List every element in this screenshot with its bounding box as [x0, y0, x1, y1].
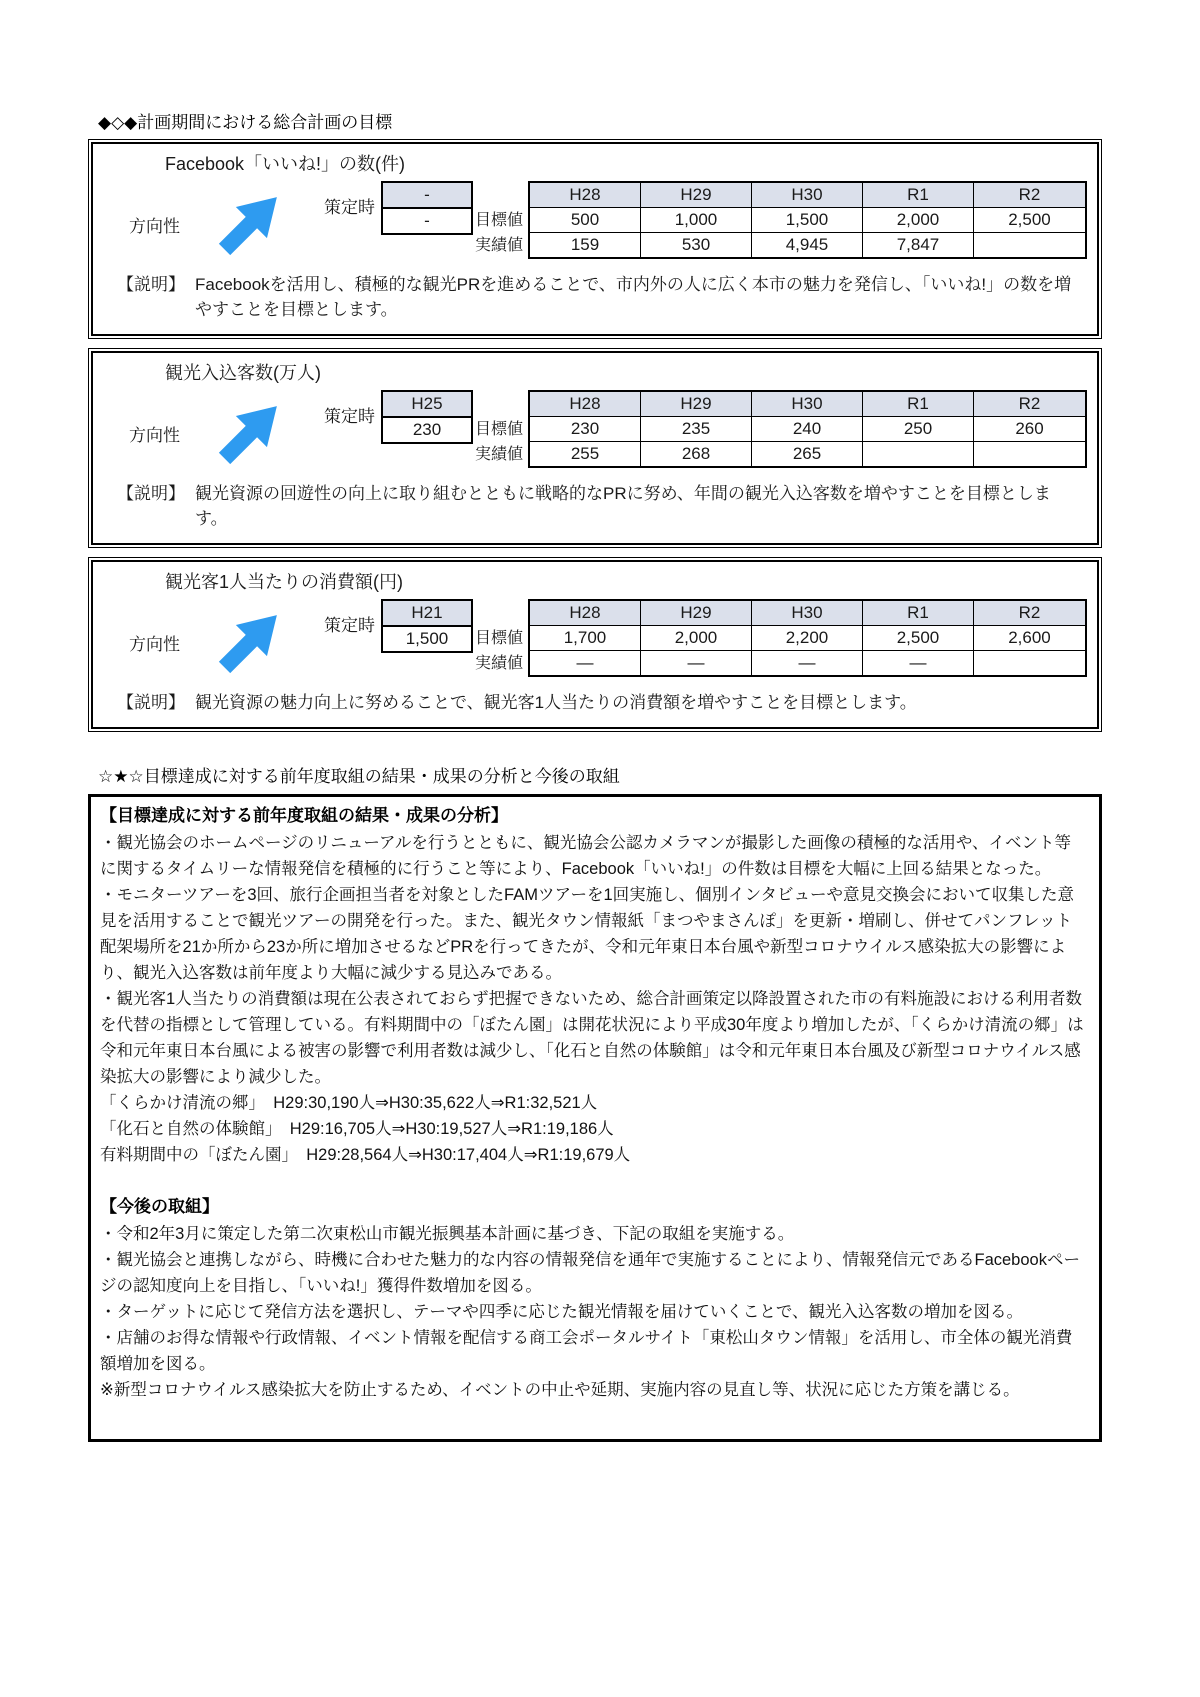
result-figures-line: 「くらかけ清流の郷」 H29:30,190人⇒H30:35,622人⇒R1:32,521人 — [100, 1094, 598, 1112]
indicator-box-inner — [91, 560, 1099, 729]
future-actions-title: 【今後の取組】 — [100, 1197, 219, 1216]
indicator-box-inner — [91, 351, 1099, 545]
year-header-cell: R2 — [974, 392, 1085, 417]
description-label: 【説明】 — [117, 275, 185, 294]
document-content — [88, 112, 1102, 1442]
row-label-empty — [473, 183, 528, 208]
future-paragraph: ※新型コロナウイルス感染拡大を防止するため、イベントの中止や延期、実施内容の見直し等、状況に応じた方策を講じる。 — [100, 1381, 1020, 1399]
target-value-cell: 1,000 — [641, 208, 752, 233]
baseline-value-cell: 230 — [412, 420, 442, 439]
future-paragraph: ・令和2年3月に策定した第二次東松山市観光振興基本計画に基づき、下記の取組を実施する。 — [100, 1225, 795, 1243]
values-table — [528, 599, 1087, 677]
baseline-year-cell: H21 — [383, 601, 471, 627]
target-value-cell: 500 — [530, 208, 641, 233]
direction-label: 方向性 — [129, 634, 180, 654]
description-label: 【説明】 — [117, 484, 185, 503]
actual-value-cell: ― — [863, 651, 974, 675]
baseline-table — [381, 599, 473, 653]
row-label-actual: 実績値 — [474, 655, 523, 672]
trend-up-arrow-icon — [204, 400, 296, 466]
actual-value-cell: 159 — [530, 233, 641, 257]
year-header-cell: H30 — [752, 392, 863, 417]
row-label-target: 目標値 — [474, 630, 523, 647]
year-header-cell: R1 — [863, 183, 974, 208]
baseline-value-cell: 1,500 — [405, 629, 449, 648]
target-value-cell: 2,500 — [974, 208, 1085, 233]
indicator-title: 観光客1人当たりの消費額(円) — [165, 572, 403, 592]
target-value-cell: 2,000 — [863, 208, 974, 233]
indicator-description — [117, 272, 1087, 322]
year-header-cell: H30 — [752, 183, 863, 208]
direction-label: 方向性 — [129, 216, 180, 236]
actual-value-cell: 4,945 — [752, 233, 863, 257]
actual-value-cell: 530 — [641, 233, 752, 257]
year-header-cell: R2 — [974, 601, 1085, 626]
year-header-cell: H29 — [641, 601, 752, 626]
target-value-cell: 2,600 — [974, 626, 1085, 651]
indicator-description — [117, 690, 1087, 715]
indicator-description — [117, 481, 1087, 531]
row-label-empty — [473, 392, 528, 417]
direction-label: 方向性 — [129, 425, 180, 445]
indicator-body — [103, 179, 1087, 259]
direction-group — [129, 400, 296, 466]
analysis-heading: ☆★☆目標達成に対する前年度取組の結果・成果の分析と今後の取組 — [98, 767, 620, 786]
description-text: 観光資源の回遊性の向上に取り組むとともに戦略的なPRに努め、年間の観光入込客数を増やすことを目標とします。 — [195, 484, 1051, 528]
target-value-cell: 2,000 — [641, 626, 752, 651]
indicator-title: Facebook「いいね!」の数(件) — [165, 154, 406, 174]
values-table-group — [473, 599, 1087, 677]
baseline-table — [381, 390, 473, 444]
actual-value-cell: 268 — [641, 442, 752, 466]
baseline-table — [381, 181, 473, 235]
actual-value-cell — [974, 651, 1085, 675]
row-label-target: 目標値 — [474, 421, 523, 438]
year-header-cell: H29 — [641, 183, 752, 208]
description-text: Facebookを活用し、積極的な観光PRを進めることで、市内外の人に広く本市の魅力を発信し、「いいね!」の数を増やすことを目標とします。 — [195, 275, 1072, 319]
row-labels — [473, 390, 528, 468]
result-paragraph: ・観光客1人当たりの消費額は現在公表されておらず把握できないため、総合計画策定以降設置された市の有料施設における利用者数を代替の指標として管理している。有料期間中の「ぼたん園」は開花状況により平成30年度より増加したが、「くらかけ清流の郷」は令和元年東日本台風による被害の影響で利用者数は減少し、「化石と自然の体験館」は令和元年東日本台風及び新型コロナウイルス感染拡大の影響により減少した。 — [100, 990, 1084, 1086]
baseline-label: 策定時 — [324, 616, 375, 635]
year-header-cell: R2 — [974, 183, 1085, 208]
description-text: 観光資源の魅力向上に努めることで、観光客1人当たりの消費額を増やすことを目標とします。 — [195, 693, 917, 712]
target-value-cell: 2,500 — [863, 626, 974, 651]
actual-value-cell: 7,847 — [863, 233, 974, 257]
indicator-body — [103, 597, 1087, 677]
year-header-cell: R1 — [863, 601, 974, 626]
values-table — [528, 181, 1087, 259]
result-paragraph: ・モニターツアーを3回、旅行企画担当者を対象としたFAMツアーを1回実施し、個別インタビューや意見交換会において収集した意見を活用することで観光ツアーの開発を行った。また、観光タウン情報紙「まつやまさんぽ」を更新・増刷し、併せてパンフレット配架場所を21か所から23か所に増加させるなどPRを行ってきたが、令和元年東日本台風や新型コロナウイルス感染拡大の影響により、観光入込客数は前年度より大幅に減少する見込みである。 — [100, 886, 1074, 982]
direction-group — [129, 609, 296, 675]
baseline-label: 策定時 — [324, 198, 375, 217]
values-table — [528, 390, 1087, 468]
target-value-cell: 230 — [530, 417, 641, 442]
year-header-cell: H28 — [530, 601, 641, 626]
row-label-empty — [473, 601, 528, 626]
row-label-actual: 実績値 — [474, 446, 523, 463]
indicator-box-inner — [91, 142, 1099, 336]
analysis-box — [88, 794, 1102, 1442]
description-label: 【説明】 — [117, 693, 185, 712]
target-value-cell: 250 — [863, 417, 974, 442]
indicator-box-visitor-count — [88, 348, 1102, 548]
target-value-cell: 2,200 — [752, 626, 863, 651]
row-label-actual: 実績値 — [474, 237, 523, 254]
row-labels — [473, 181, 528, 259]
target-value-cell: 1,500 — [752, 208, 863, 233]
year-header-cell: H29 — [641, 392, 752, 417]
year-header-cell: H28 — [530, 392, 641, 417]
result-figures-line: 有料期間中の「ぼたん園」 H29:28,564人⇒H30:17,404人⇒R1:19,679人 — [100, 1146, 631, 1164]
year-header-cell: R1 — [863, 392, 974, 417]
actual-value-cell: ― — [752, 651, 863, 675]
actual-value-cell — [863, 442, 974, 466]
actual-value-cell: ― — [641, 651, 752, 675]
indicator-body — [103, 388, 1087, 468]
row-label-target: 目標値 — [474, 212, 523, 229]
actual-value-cell: 265 — [752, 442, 863, 466]
actual-value-cell — [974, 233, 1085, 257]
values-table-group — [473, 390, 1087, 468]
future-paragraph: ・観光協会と連携しながら、時機に合わせた魅力的な内容の情報発信を通年で実施することにより、情報発信元であるFacebookページの認知度向上を目指し、「いいね!」獲得件数増加を図る。 — [100, 1251, 1080, 1295]
indicator-box-facebook-likes — [88, 139, 1102, 339]
trend-up-arrow-icon — [204, 191, 296, 257]
future-paragraph: ・ターゲットに応じて発信方法を選択し、テーマや四季に応じた観光情報を届けていくことで、観光入込客数の増加を図る。 — [100, 1303, 1024, 1321]
year-header-cell: H28 — [530, 183, 641, 208]
baseline-year-cell: H25 — [383, 392, 471, 418]
target-value-cell: 240 — [752, 417, 863, 442]
indicator-title: 観光入込客数(万人) — [165, 363, 321, 383]
direction-group — [129, 191, 296, 257]
target-value-cell: 260 — [974, 417, 1085, 442]
target-value-cell: 1,700 — [530, 626, 641, 651]
result-analysis-title: 【目標達成に対する前年度取組の結果・成果の分析】 — [100, 806, 508, 825]
baseline-value-cell: - — [424, 211, 430, 230]
values-table-group — [473, 181, 1087, 259]
goals-heading: ◆◇◆計画期間における総合計画の目標 — [98, 113, 393, 132]
baseline-label: 策定時 — [324, 407, 375, 426]
actual-value-cell: 255 — [530, 442, 641, 466]
result-paragraph: ・観光協会のホームページのリニューアルを行うとともに、観光協会公認カメラマンが撮影した画像の積極的な活用や、イベント等に関するタイムリーな情報発信を積極的に行うこと等により、Facebook「いいね!」の件数は目標を大幅に上回る結果となった。 — [100, 834, 1072, 878]
target-value-cell: 235 — [641, 417, 752, 442]
actual-value-cell — [974, 442, 1085, 466]
year-header-cell: H30 — [752, 601, 863, 626]
future-paragraph: ・店舗のお得な情報や行政情報、イベント情報を配信する商工会ポータルサイト「東松山タウン情報」を活用し、市全体の観光消費額増加を図る。 — [100, 1329, 1073, 1373]
indicator-box-spending-per-visitor — [88, 557, 1102, 732]
baseline-year-cell: - — [383, 183, 471, 209]
result-figures-line: 「化石と自然の体験館」 H29:16,705人⇒H30:19,527人⇒R1:19,186人 — [100, 1120, 614, 1138]
trend-up-arrow-icon — [204, 609, 296, 675]
row-labels — [473, 599, 528, 677]
actual-value-cell: ― — [530, 651, 641, 675]
